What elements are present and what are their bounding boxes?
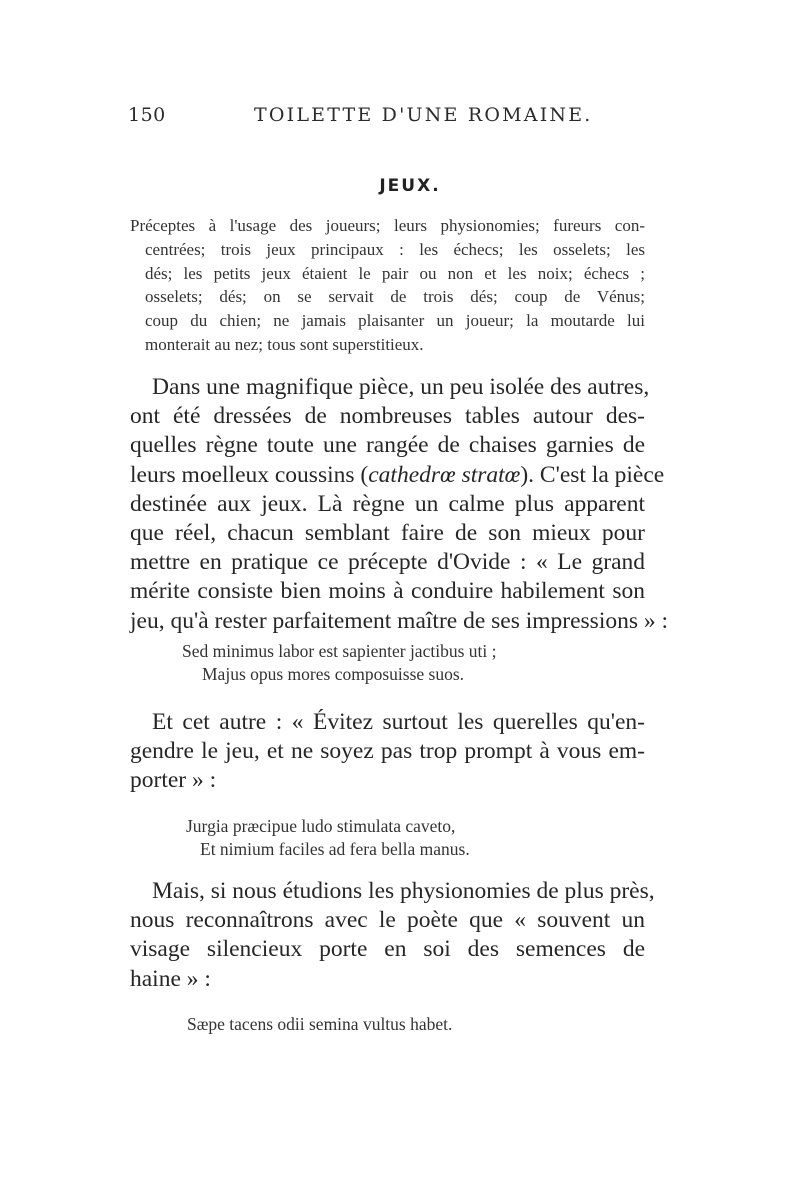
paragraph-line: Et cet autre : « Évitez surtout les querelles qu'en- xyxy=(152,709,645,735)
summary-line: centrées; trois jeux principaux : les échecs; les osselets; les xyxy=(145,239,645,259)
paragraph-line: haine » : xyxy=(130,965,211,992)
verse-line: Majus opus mores composuisse suos. xyxy=(202,664,465,684)
latin-verse-ovid-1 xyxy=(182,640,496,686)
summary-line: coup du chien; ne jamais plaisanter un joueur; la moutarde lui xyxy=(145,311,645,331)
summary-line: dés; les petits jeux étaient le pair ou non et les noix; échecs ; xyxy=(145,263,645,283)
verse-line: Et nimium faciles ad fera bella manus. xyxy=(200,839,470,859)
paragraph-line: nous reconnaîtrons avec le poète que « souvent un xyxy=(130,907,645,934)
paragraph-line-with-italic xyxy=(130,461,665,490)
page-number: 150 xyxy=(128,104,166,126)
paragraph-line: porter » : xyxy=(130,767,217,794)
paragraph-games-room xyxy=(130,373,669,636)
paragraph-line: destinée aux jeux. Là règne un calme plus apparent xyxy=(130,490,645,517)
paragraph-line: gendre le jeu, et ne soyez pas trop prompt à vous em- xyxy=(130,738,645,765)
paragraph-line: mérite consiste bien moins à conduire habilement son xyxy=(130,578,645,605)
paragraph-line-end: ). C'est la pièce xyxy=(520,461,665,488)
paragraph-physiognomies xyxy=(130,877,655,994)
latin-verse-ovid-3 xyxy=(187,1013,452,1036)
paragraph-line: ont été dressées de nombreuses tables autour des- xyxy=(130,403,645,430)
latin-verse-ovid-2 xyxy=(186,815,470,861)
paragraph-line: quelles règne toute une rangée de chaises garnies de xyxy=(130,432,645,459)
verse-line: Jurgia præcipue ludo stimulata caveto, xyxy=(186,816,456,836)
paragraph-line: que réel, chacun semblant faire de son mieux pour xyxy=(130,520,645,547)
section-title: JEUX. xyxy=(379,176,441,196)
summary-line: monterait au nez; tous sont superstitieux. xyxy=(145,334,424,354)
paragraph-quarrels xyxy=(130,708,645,796)
paragraph-line: Mais, si nous étudions les physionomies de plus près, xyxy=(152,878,655,904)
summary-line: Préceptes à l'usage des joueurs; leurs physionomies; fureurs con- xyxy=(130,216,645,235)
paragraph-line: visage silencieux porte en soi des semences de xyxy=(130,936,645,963)
verse-line: Sed minimus labor est sapienter jactibus uti ; xyxy=(182,641,497,661)
running-title: TOILETTE D'UNE ROMAINE. xyxy=(254,104,593,126)
paragraph-line: Dans une magnifique pièce, un peu isolée des autres, xyxy=(152,374,650,400)
italic-latin-term: cathedrœ stratœ xyxy=(368,461,521,488)
paragraph-line-start: leurs moelleux coussins ( xyxy=(130,461,369,488)
verse-line: Sæpe tacens odii semina vultus habet. xyxy=(187,1014,453,1034)
summary-line: osselets; dés; on se servait de trois dés; coup de Vénus; xyxy=(145,287,645,307)
paragraph-line: jeu, qu'à rester parfaitement maître de ses impressions » : xyxy=(130,607,669,634)
page-header xyxy=(128,104,658,134)
paragraph-line: mettre en pratique ce précepte d'Ovide : « Le grand xyxy=(130,549,645,576)
chapter-summary xyxy=(130,214,645,357)
